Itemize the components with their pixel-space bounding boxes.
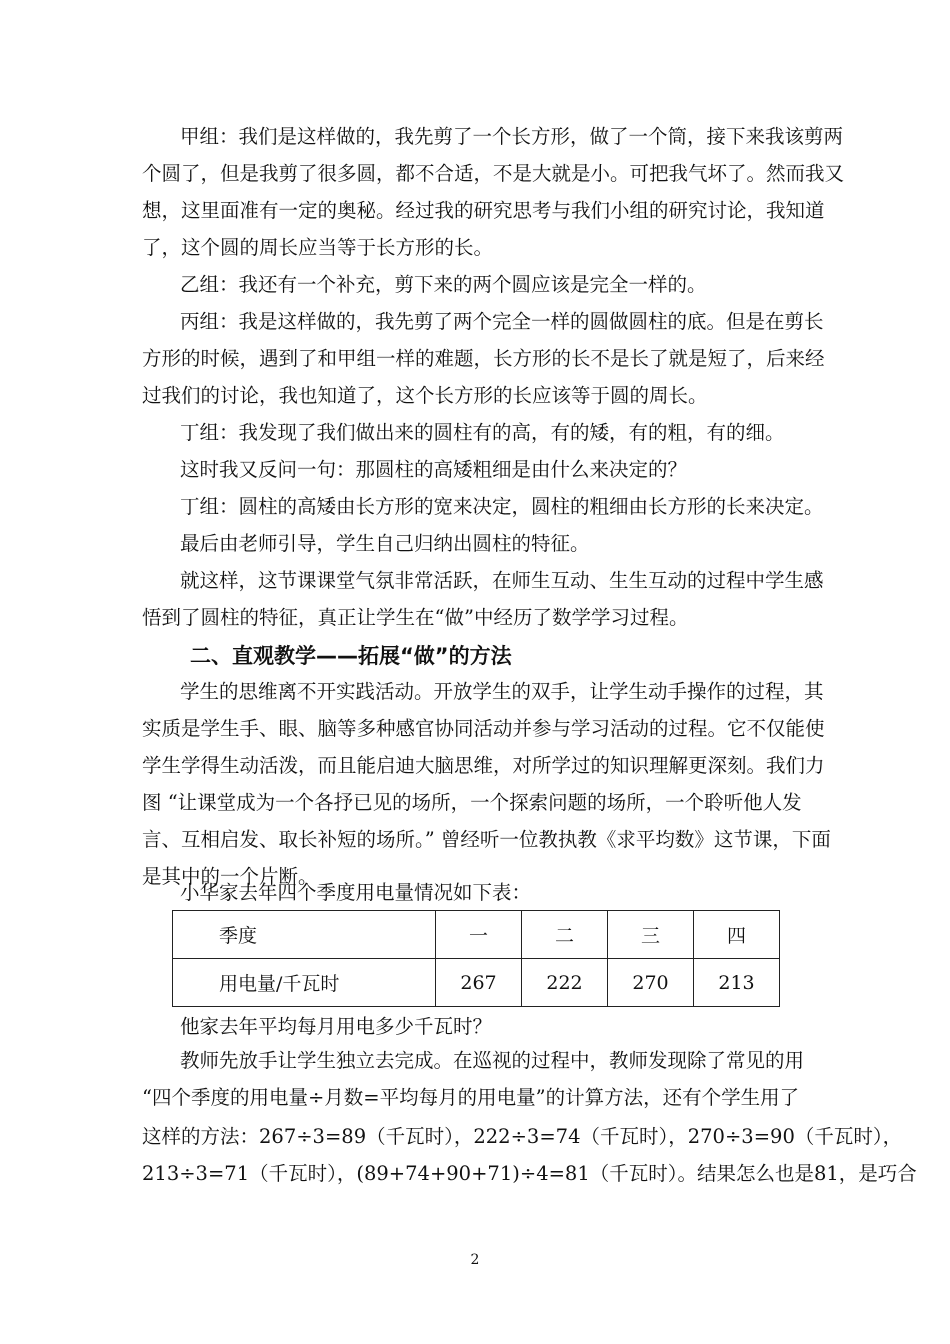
table-cell: 一 (436, 911, 522, 959)
paragraph-line: 乙组：我还有一个补充，剪下来的两个圆应该是完全一样的。 (180, 273, 707, 296)
paragraph-line: 就这样，这节课课堂气氛非常活跃，在师生互动、生生互动的过程中学生感 (180, 569, 824, 592)
paragraph-line: 学生的思维离不开实践活动。开放学生的双手，让学生动手操作的过程，其 (180, 680, 824, 703)
table-cell: 270 (608, 959, 694, 1007)
paragraph-line: 图 “让课堂成为一个各抒已见的场所，一个探索问题的场所，一个聆听他人发 (142, 791, 802, 814)
paragraph-line: 过我们的讨论，我也知道了，这个长方形的长应该等于圆的周长。 (142, 384, 708, 407)
paragraph-line: 言、互相启发、取长补短的场所。” 曾经听一位教执教《求平均数》这节课，下面 (142, 828, 831, 851)
table-cell: 222 (522, 959, 608, 1007)
table-cell: 二 (522, 911, 608, 959)
page-number: 2 (470, 1252, 480, 1268)
paragraph-line: 小华家去年四个季度用电量情况如下表： (180, 881, 532, 904)
paragraph-line: 个圆了，但是我剪了很多圆，都不合适，不是大就是小。可把我气坏了。然而我又 (142, 162, 845, 185)
paragraph-line: 他家去年平均每月用电多少千瓦时？ (180, 1015, 493, 1038)
table-cell: 267 (436, 959, 522, 1007)
paragraph-line: 教师先放手让学生独立去完成。在巡视的过程中，教师发现除了常见的用 (180, 1049, 805, 1072)
paragraph-line: 这时我又反问一句：那圆柱的高矮粗细是由什么来决定的？ (180, 458, 688, 481)
paragraph-line: 了，这个圆的周长应当等于长方形的长。 (142, 236, 494, 259)
paragraph-line: 是其中的一个片断。 (142, 865, 318, 888)
electricity-table (172, 910, 780, 1007)
table-cell: 四 (694, 911, 780, 959)
paragraph-line: 丁组：圆柱的高矮由长方形的宽来决定，圆柱的粗细由长方形的长来决定。 (180, 495, 824, 518)
paragraph-line: “四个季度的用电量÷月数=平均每月的用电量”的计算方法，还有个学生用了 (142, 1086, 800, 1109)
table-row (173, 959, 780, 1007)
section-heading: 二、直观教学——拓展“做”的方法 (190, 644, 512, 668)
paragraph-line: 甲组：我们是这样做的，我先剪了一个长方形，做了一个筒，接下来我该剪两 (180, 125, 844, 148)
table-cell: 季度 (173, 911, 436, 959)
paragraph-line: 实质是学生手、眼、脑等多种感官协同活动并参与学习活动的过程。它不仅能使 (142, 717, 825, 740)
paragraph-line: 学生学得生动活泼，而且能启迪大脑思维，对所学过的知识理解更深刻。我们力 (142, 754, 825, 777)
table-cell: 三 (608, 911, 694, 959)
paragraph-line: 丙组：我是这样做的，我先剪了两个完全一样的圆做圆柱的底。但是在剪长 (180, 310, 824, 333)
paragraph-line: 悟到了圆柱的特征，真正让学生在“做”中经历了数学学习过程。 (142, 606, 689, 629)
table-cell: 213 (694, 959, 780, 1007)
paragraph-line: 想，这里面准有一定的奥秘。经过我的研究思考与我们小组的研究讨论，我知道 (142, 199, 825, 222)
paragraph-line: 最后由老师引导，学生自己归纳出圆柱的特征。 (180, 532, 590, 555)
paragraph-line: 213÷3=71（千瓦时），(89+74+90+71)÷4=81（千瓦时）。结果怎么也是81，是巧合 (142, 1162, 917, 1185)
table-cell: 用电量/千瓦时 (173, 959, 436, 1007)
table-header-row (173, 911, 780, 959)
paragraph-line: 丁组：我发现了我们做出来的圆柱有的高，有的矮，有的粗，有的细。 (180, 421, 785, 444)
paragraph-line: 方形的时候，遇到了和甲组一样的难题，长方形的长不是长了就是短了，后来经 (142, 347, 825, 370)
paragraph-line: 这样的方法：267÷3=89（千瓦时），222÷3=74（千瓦时），270÷3=90（千瓦时）， (142, 1125, 903, 1148)
